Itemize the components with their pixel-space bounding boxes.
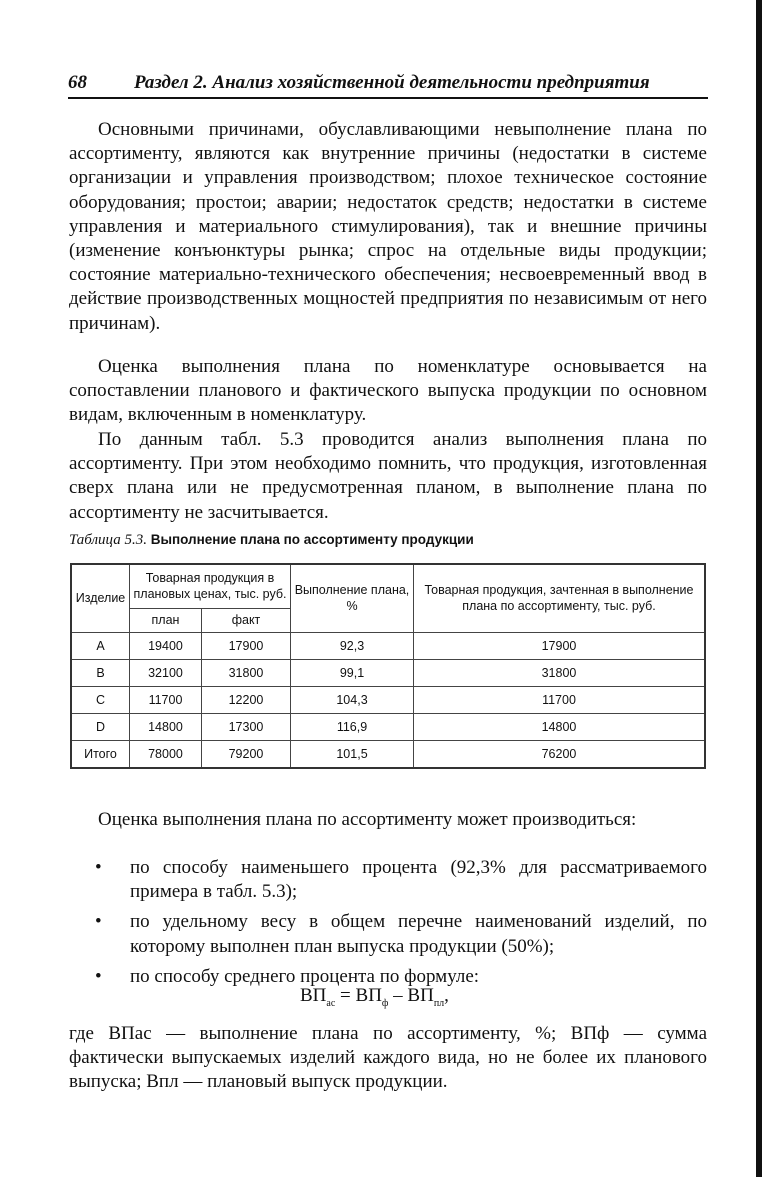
cell-pct: 104,3: [291, 686, 414, 713]
page-edge-shadow: [756, 0, 762, 1177]
cell-product: А: [71, 632, 130, 659]
header-plan: план: [130, 608, 202, 632]
paragraph-nomenclature: Оценка выполнения плана по номенклатуре основывается на сопоставлении планового и фактического выпуска продукции по основном видам, включенным в номенклатуру.: [69, 356, 707, 426]
cell-fact: 17900: [202, 632, 291, 659]
list-item: • по способу среднего процента по формуле:: [95, 965, 707, 989]
table-row: [71, 713, 705, 740]
cell-counted: 14800: [414, 713, 706, 740]
header-fact: факт: [202, 608, 291, 632]
cell-counted: 76200: [414, 740, 706, 768]
list-item: • по удельному весу в общем перечне наименований изделий, по которому выполнен план выпуска продукции (50%);: [95, 911, 707, 957]
table-row: [71, 632, 705, 659]
section-title: Раздел 2. Анализ хозяйственной деятельности предприятия: [134, 72, 650, 93]
cell-counted: 11700: [414, 686, 706, 713]
table-caption-title: Выполнение плана по ассортименту продукции: [150, 532, 474, 547]
cell-plan: 11700: [130, 686, 202, 713]
header-product: Изделие: [71, 564, 130, 632]
running-header: [68, 72, 708, 99]
table-row: [71, 686, 705, 713]
cell-counted: 31800: [414, 659, 706, 686]
cell-pct: 99,1: [291, 659, 414, 686]
table-caption-label: Таблица 5.3.: [69, 532, 147, 548]
cell-plan: 32100: [130, 659, 202, 686]
cell-counted: 17900: [414, 632, 706, 659]
bullet-icon: •: [95, 857, 102, 878]
formula: $ВП_{ас} = ВП_ф - ВП_{пл}$,: [300, 985, 449, 1009]
paragraph-causes: Основными причинами, обуславливающими невыполнение плана по ассортименту, являются как внутренние причины (недостатки в системе организации и управления производством; плохое техническое состояние оборудования; простои; аварии; недостаток средств; недостатки в системе управления и материального стимулирования), так и внешние причины (изменение конъюнктуры рынка; спрос на отдельные виды продукции; состояние материально-технического обеспечения; несвоевременный ввод в действие производственных мощностей предприятия по независимым от него причинам).: [69, 119, 707, 334]
cell-fact: 79200: [202, 740, 291, 768]
method-list: [95, 856, 707, 995]
cell-plan: 78000: [130, 740, 202, 768]
cell-fact: 31800: [202, 659, 291, 686]
list-item: • по способу наименьшего процента (92,3% для рассматриваемого примера в табл. 5.3);: [95, 857, 707, 903]
header-fulfillment: Выполнение плана, %: [291, 564, 414, 632]
header-counted: Товарная продукция, зачтенная в выполнение плана по ассортименту, тыс. руб.: [414, 564, 706, 632]
cell-pct: 116,9: [291, 713, 414, 740]
header-commodity: Товарная продукция в плановых ценах, тыс. руб.: [130, 564, 291, 608]
cell-plan: 14800: [130, 713, 202, 740]
cell-product: D: [71, 713, 130, 740]
cell-product: С: [71, 686, 130, 713]
cell-pct: 101,5: [291, 740, 414, 768]
paragraph-explanation: где ВПас — выполнение плана по ассортименту, %; ВПф — сумма фактически выпускаемых изделий каждого вида, но не более их планового выпуска; Впл — плановый выпуск продукции.: [69, 1023, 707, 1093]
bullet-icon: •: [95, 911, 102, 933]
cell-fact: 12200: [202, 686, 291, 713]
table-row: [71, 659, 705, 686]
page-number: 68: [68, 72, 87, 93]
cell-product: В: [71, 659, 130, 686]
cell-product: Итого: [71, 740, 130, 768]
table-caption: [69, 532, 474, 549]
paragraph-table-ref: По данным табл. 5.3 проводится анализ выполнения плана по ассортименту. При этом необходимо помнить, что продукция, изготовленная сверх плана или не предусмотренная планом, в выполнение плана по ассортименту не засчитывается.: [69, 429, 707, 523]
paragraph-evaluation: Оценка выполнения плана по ассортименту может производиться:: [98, 809, 637, 830]
bullet-icon: •: [95, 965, 102, 987]
cell-plan: 19400: [130, 632, 202, 659]
cell-fact: 17300: [202, 713, 291, 740]
cell-pct: 92,3: [291, 632, 414, 659]
table-total-row: [71, 740, 705, 768]
assortment-table: [70, 563, 706, 769]
